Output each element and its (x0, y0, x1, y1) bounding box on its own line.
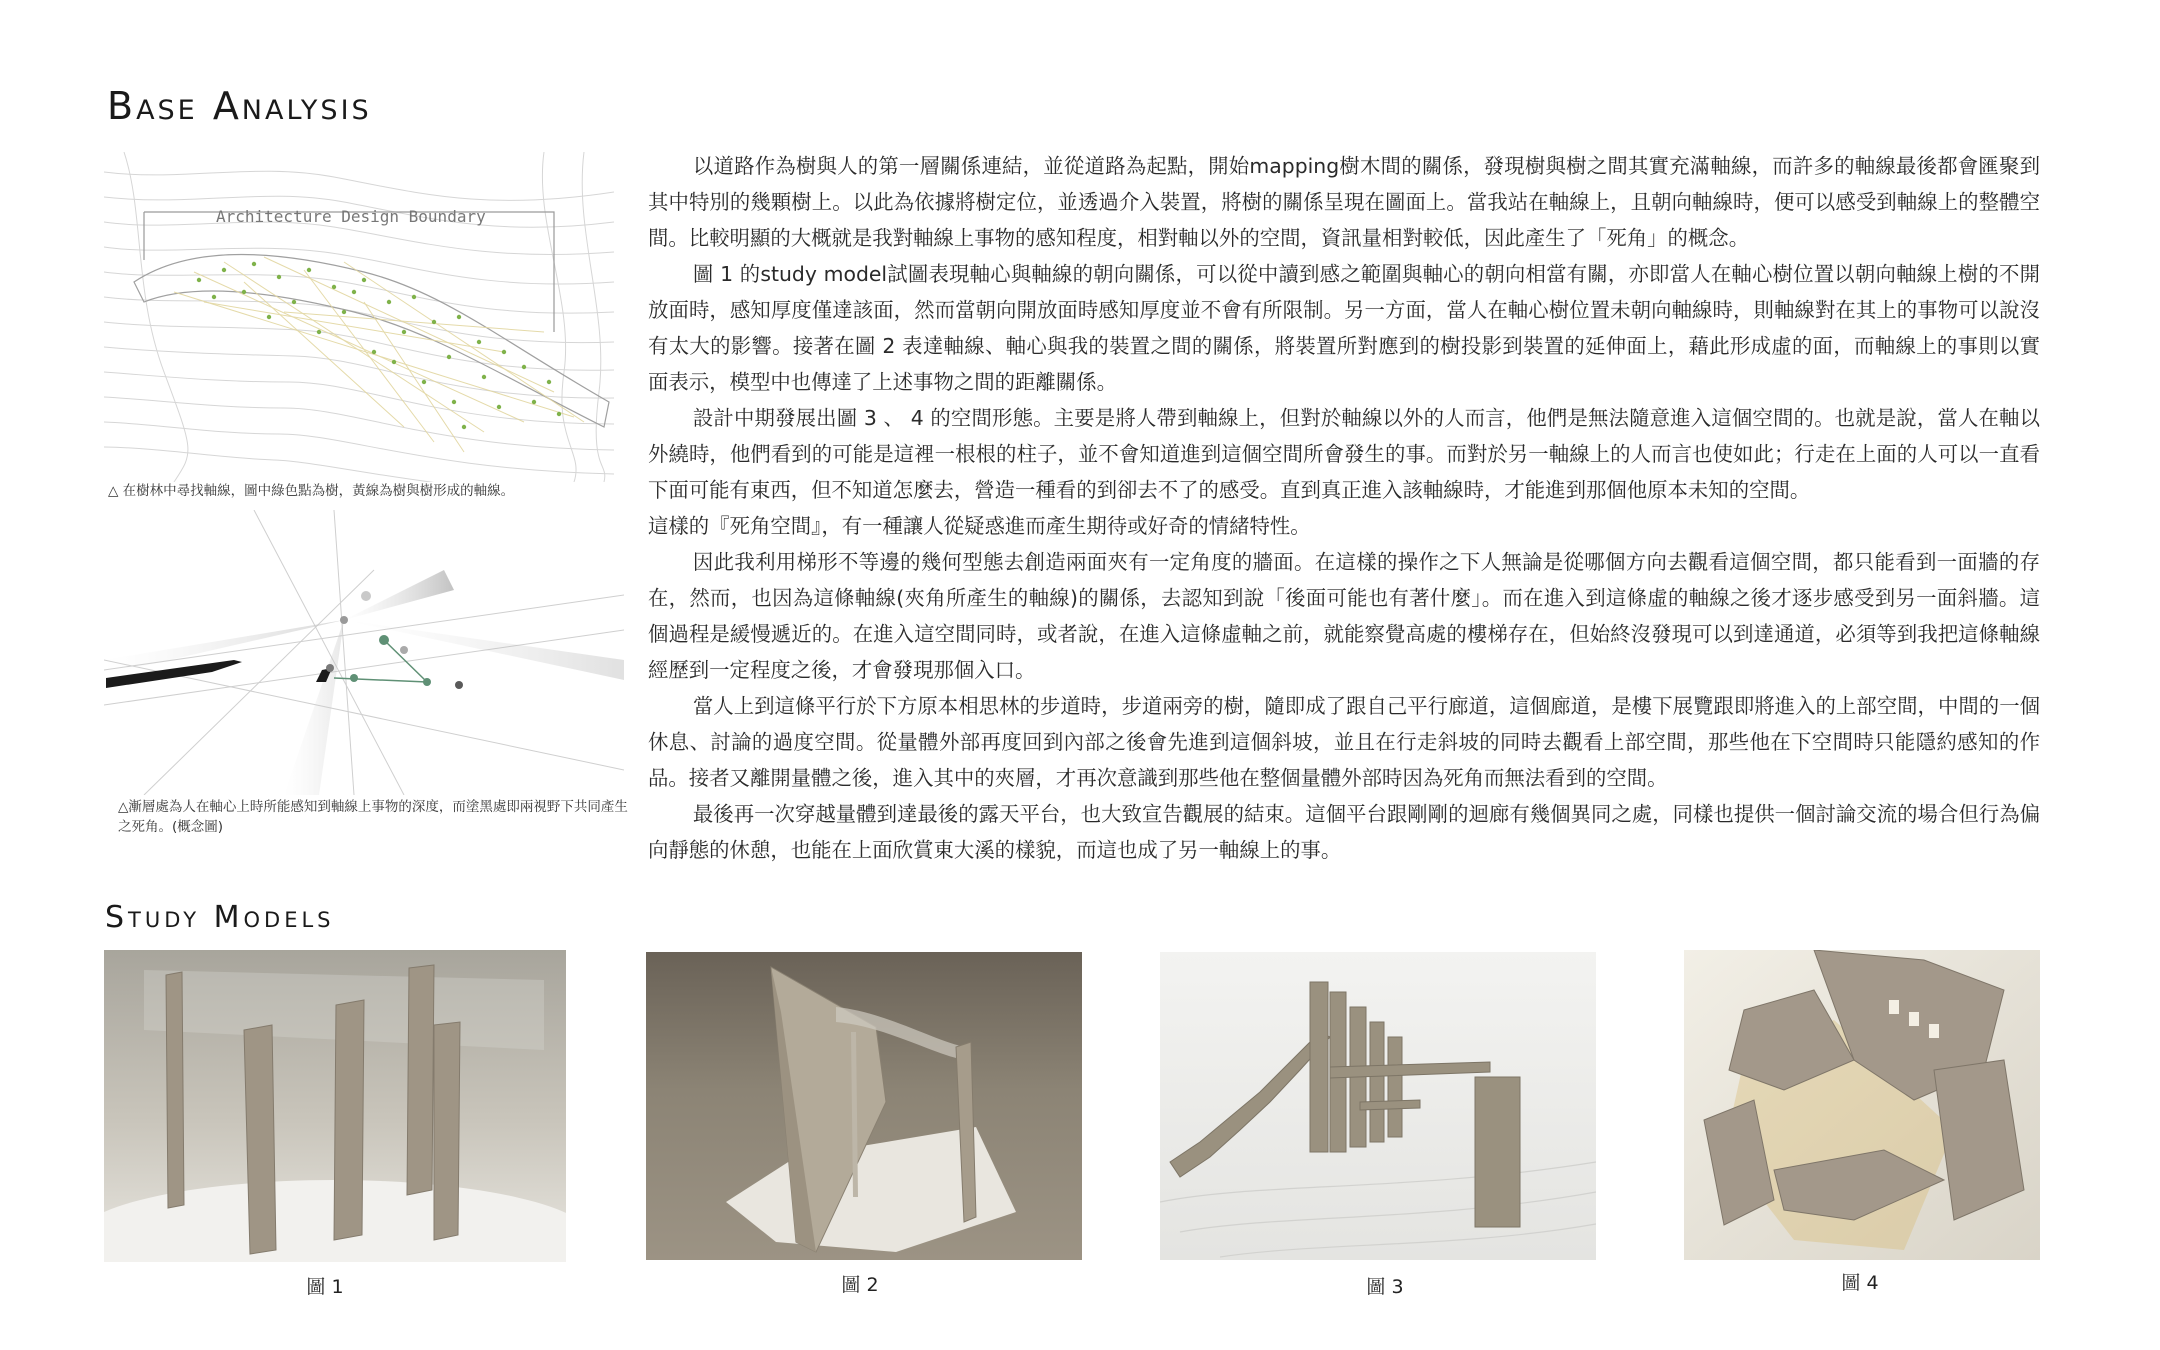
analysis-text (648, 148, 2040, 868)
paragraph: 當人上到這條平行於下方原本相思林的步道時，步道兩旁的樹，隨即成了跟自己平行廊道，這個廊道，是樓下展覽跟即將進入的上部空間，中間的一個休息、討論的過度空間。從量體外部再度回到內部之後會先進到這個斜坡，並且在行走斜坡的同時去觀看上部空間，那些他在下空間時只能隱約感知的作品。接者又離開量體之後，進入其中的夾層，才再次意識到那些他在整個量體外部時因為死角而無法看到的空間。 (648, 694, 2040, 790)
concept-diagram (104, 510, 624, 795)
paragraph: 因此我利用梯形不等邊的幾何型態去創造兩面夾有一定角度的牆面。在這樣的操作之下人無論是從哪個方向去觀看這個空間，都只能看到一面牆的存在，然而，也因為這條軸線(夾角所產生的軸線)的關係，去認知到說「後面可能也有著什麼」。而在進入到這條虛的軸線之後才逐步感受到另一面斜牆。這個過程是緩慢遞近的。在進入這空間同時，或者說，在進入這條虛軸之前，就能察覺高處的樓梯存在，但始終沒發現可以到達通道，必須等到我把這條軸線經歷到一定程度之後，才會發現那個入口。 (648, 550, 2040, 682)
study-model-photo-2 (646, 952, 1082, 1260)
section-title-base-analysis: Base Analysis (107, 84, 372, 128)
paragraph: 以道路作為樹與人的第一層關係連結，並從道路為起點，開始mapping樹木間的關係，發現樹與樹之間其實充滿軸線，而許多的軸線最後都會匯聚到其中特別的幾顆樹上。以此為依據將樹定位，並透過介入裝置，將樹的關係呈現在圖面上。當我站在軸線上，且朝向軸線時，便可以感受到軸線上的整體空間。比較明顯的大概就是我對軸線上事物的感知程度，相對軸以外的空間，資訊量相對較低，因此產生了「死角」的概念。 (648, 154, 2040, 250)
figure-caption-1: 圖 1 (306, 1276, 344, 1298)
study-model-photo-1 (104, 950, 566, 1262)
figure-caption-4: 圖 4 (1841, 1272, 1879, 1294)
paragraph: 這樣的『死角空間』，有一種讓人從疑惑進而產生期待或好奇的情緒特性。 (648, 514, 1311, 538)
figure-caption-2: 圖 2 (841, 1274, 879, 1296)
paragraph: 圖 1 的study model試圖表現軸心與軸線的朝向關係，可以從中讀到感之範圍與軸心的朝向相當有關，亦即當人在軸心樹位置以朝向軸線上樹的不開放面時，感知厚度僅達該面，然而當朝向開放面時感知厚度並不會有所限制。另一方面，當人在軸心樹位置未朝向軸線時，則軸線對在其上的事物可以說沒有太大的影響。接著在圖 2 表達軸線、軸心與我的裝置之間的關係，將裝置所對應到的樹投影到裝置的延伸面上，藉此形成虛的面，而軸線上的事則以實面表示，模型中也傳達了上述事物之間的距離關係。 (648, 262, 2040, 394)
section-title-study-models: Study Models (105, 900, 335, 935)
site-plan-diagram (104, 152, 614, 482)
paragraph: 最後再一次穿越量體到達最後的露天平台，也大致宣告觀展的結束。這個平台跟剛剛的迴廊有幾個異同之處，同樣也提供一個討論交流的場合但行為偏向靜態的休憩，也能在上面欣賞東大溪的樣貌，而這也成了另一軸線上的事。 (648, 802, 2040, 862)
paragraph: 設計中期發展出圖 3 、 4 的空間形態。主要是將人帶到軸線上，但對於軸線以外的人而言，他們是無法隨意進入這個空間的。也就是說，當人在軸以外繞時，他們看到的可能是這裡一根根的柱子，並不會知道進到這個空間所會發生的事。而對於另一軸線上的人而言也使如此；行走在上面的人可以一直看下面可能有東西，但不知道怎麼去，營造一種看的到卻去不了的感受。直到真正進入該軸線時，才能進到那個他原本未知的空間。 (648, 406, 2040, 502)
site-plan-caption: △ 在樹林中尋找軸線，圖中綠色點為樹，黃線為樹與樹形成的軸線。 (108, 483, 515, 499)
study-model-photo-4 (1684, 950, 2040, 1260)
figure-caption-3: 圖 3 (1366, 1276, 1404, 1298)
boundary-label: Architecture Design Boundary (216, 207, 486, 226)
study-model-photo-3 (1160, 952, 1596, 1260)
concept-caption: △漸層處為人在軸心上時所能感知到軸線上事物的深度，而塗黑處即兩視野下共同產生之死角。(概念圖) (118, 799, 628, 835)
